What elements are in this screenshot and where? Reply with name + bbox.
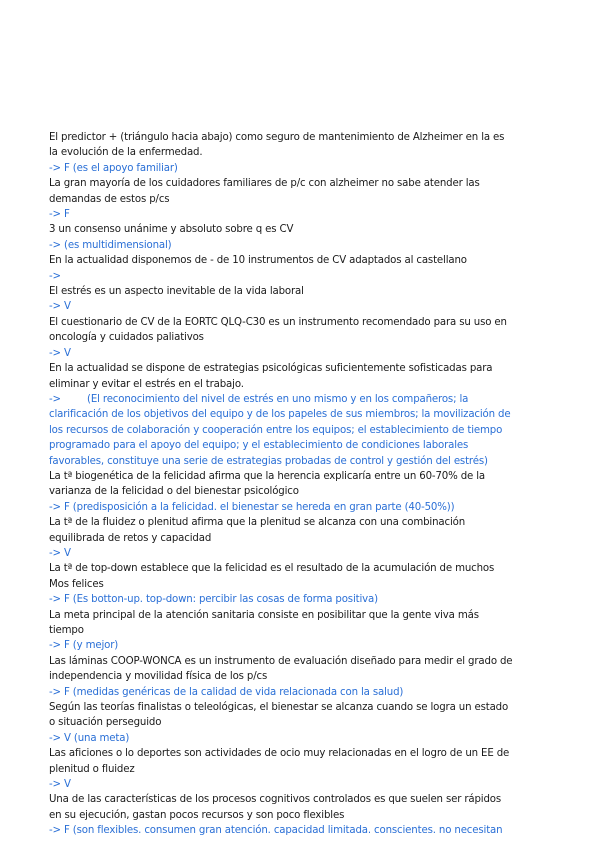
question-2: La gran mayoría de los cuidadores familiares de p/c con alzheimer no sabe atender las demandas de estos p/cs: [49, 178, 480, 205]
question-1: El predictor + (triángulo hacia abajo) como seguro de mantenimiento de Alzheimer en la es la evolución de la enfermedad.: [49, 132, 505, 159]
question-10: La tª de top-down establece que la felicidad es el resultado de la acumulación de muchos Mos felices: [49, 563, 495, 590]
answer-13: -> V (una meta): [49, 732, 130, 744]
answer-9: -> V: [49, 547, 71, 559]
answer-11: -> F (y mejor): [49, 640, 119, 652]
question-12: Las láminas COOP-WONCA es un instrumento de evaluación diseñado para medir el grado de independencia y movilidad física de los p/cs: [49, 655, 513, 683]
question-4: En la actualidad disponemos de - de 10 instrumentos de CV adaptados al castellano: [49, 255, 467, 267]
question-9: La tª de la fluidez o plenitud afirma que la plenitud se alcanza con una combinación equilibrada de retos y capacidad: [49, 517, 466, 544]
question-6: El cuestionario de CV de la EORTC QLQ-C30 es un instrumento recomendado para su uso en oncología y cuidados paliativos: [49, 316, 507, 344]
answer-7: [49, 392, 513, 469]
answer-5: -> V: [49, 301, 71, 313]
answer-2: -> F: [49, 209, 70, 221]
question-11: La meta principal de la atención sanitaria consiste en posibilitar que la gente viva más tiempo: [49, 609, 479, 636]
answer-7-arrow: ->: [49, 393, 61, 405]
answer-10: -> F (Es botton-up. top-down: percibir las cosas de forma positiva): [49, 594, 378, 606]
question-13: Según las teorías finalistas o teleológicas, el bienestar se alcanza cuando se logra un estado o situación perseguido: [49, 702, 509, 729]
question-3: 3 un consenso unánime y absoluto sobre q es CV: [49, 224, 294, 236]
question-15: Una de las características de los procesos cognitivos controlados es que suelen ser rápidos en su ejecución, gastan pocos recursos y son poco flexibles: [49, 794, 502, 821]
answer-1: -> F (es el apoyo familiar): [49, 162, 178, 174]
answer-14: -> V: [49, 779, 71, 791]
answer-8: -> F (predisposición a la felicidad. el bienestar se hereda en gran parte (40-50%)): [49, 501, 455, 513]
question-8: La tª biogenética de la felicidad afirma que la herencia explicaría entre un 60-70% de la varianza de la felicidad o del bienestar psicológico: [49, 470, 486, 498]
question-5: El estrés es un aspecto inevitable de la vida laboral: [49, 286, 304, 298]
answer-7-text: (El reconocimiento del nivel de estrés en uno mismo y en los compañeros; la clarificación de los objetivos del equipo y de los papeles de sus miembros; la movilización de los recursos de colaboración y cooperación entre los equipos; el establecimiento de tiempo programado para el apoyo del equipo; y el establecimiento de condiciones laborales favorables, constituye una serie de estrategias probadas de control y gestión del estrés): [49, 393, 511, 467]
answer-15: -> F (son flexibles. consumen gran atención. capacidad limitada. conscientes. no necesitan: [49, 825, 503, 837]
question-7: En la actualidad se dispone de estrategias psicológicas suficientemente sofisticadas para eliminar y evitar el estrés en el trabajo.: [49, 363, 493, 390]
answer-6: -> V: [49, 347, 71, 359]
question-14: Las aficiones o lo deportes son actividades de ocio muy relacionadas en el logro de un EE de plenitud o fluidez: [49, 748, 510, 775]
question-list: [49, 130, 513, 839]
answer-4: ->: [49, 270, 61, 282]
answer-12: -> F (medidas genéricas de la calidad de vida relacionada con la salud): [49, 686, 404, 698]
answer-3: -> (es multidimensional): [49, 239, 172, 251]
